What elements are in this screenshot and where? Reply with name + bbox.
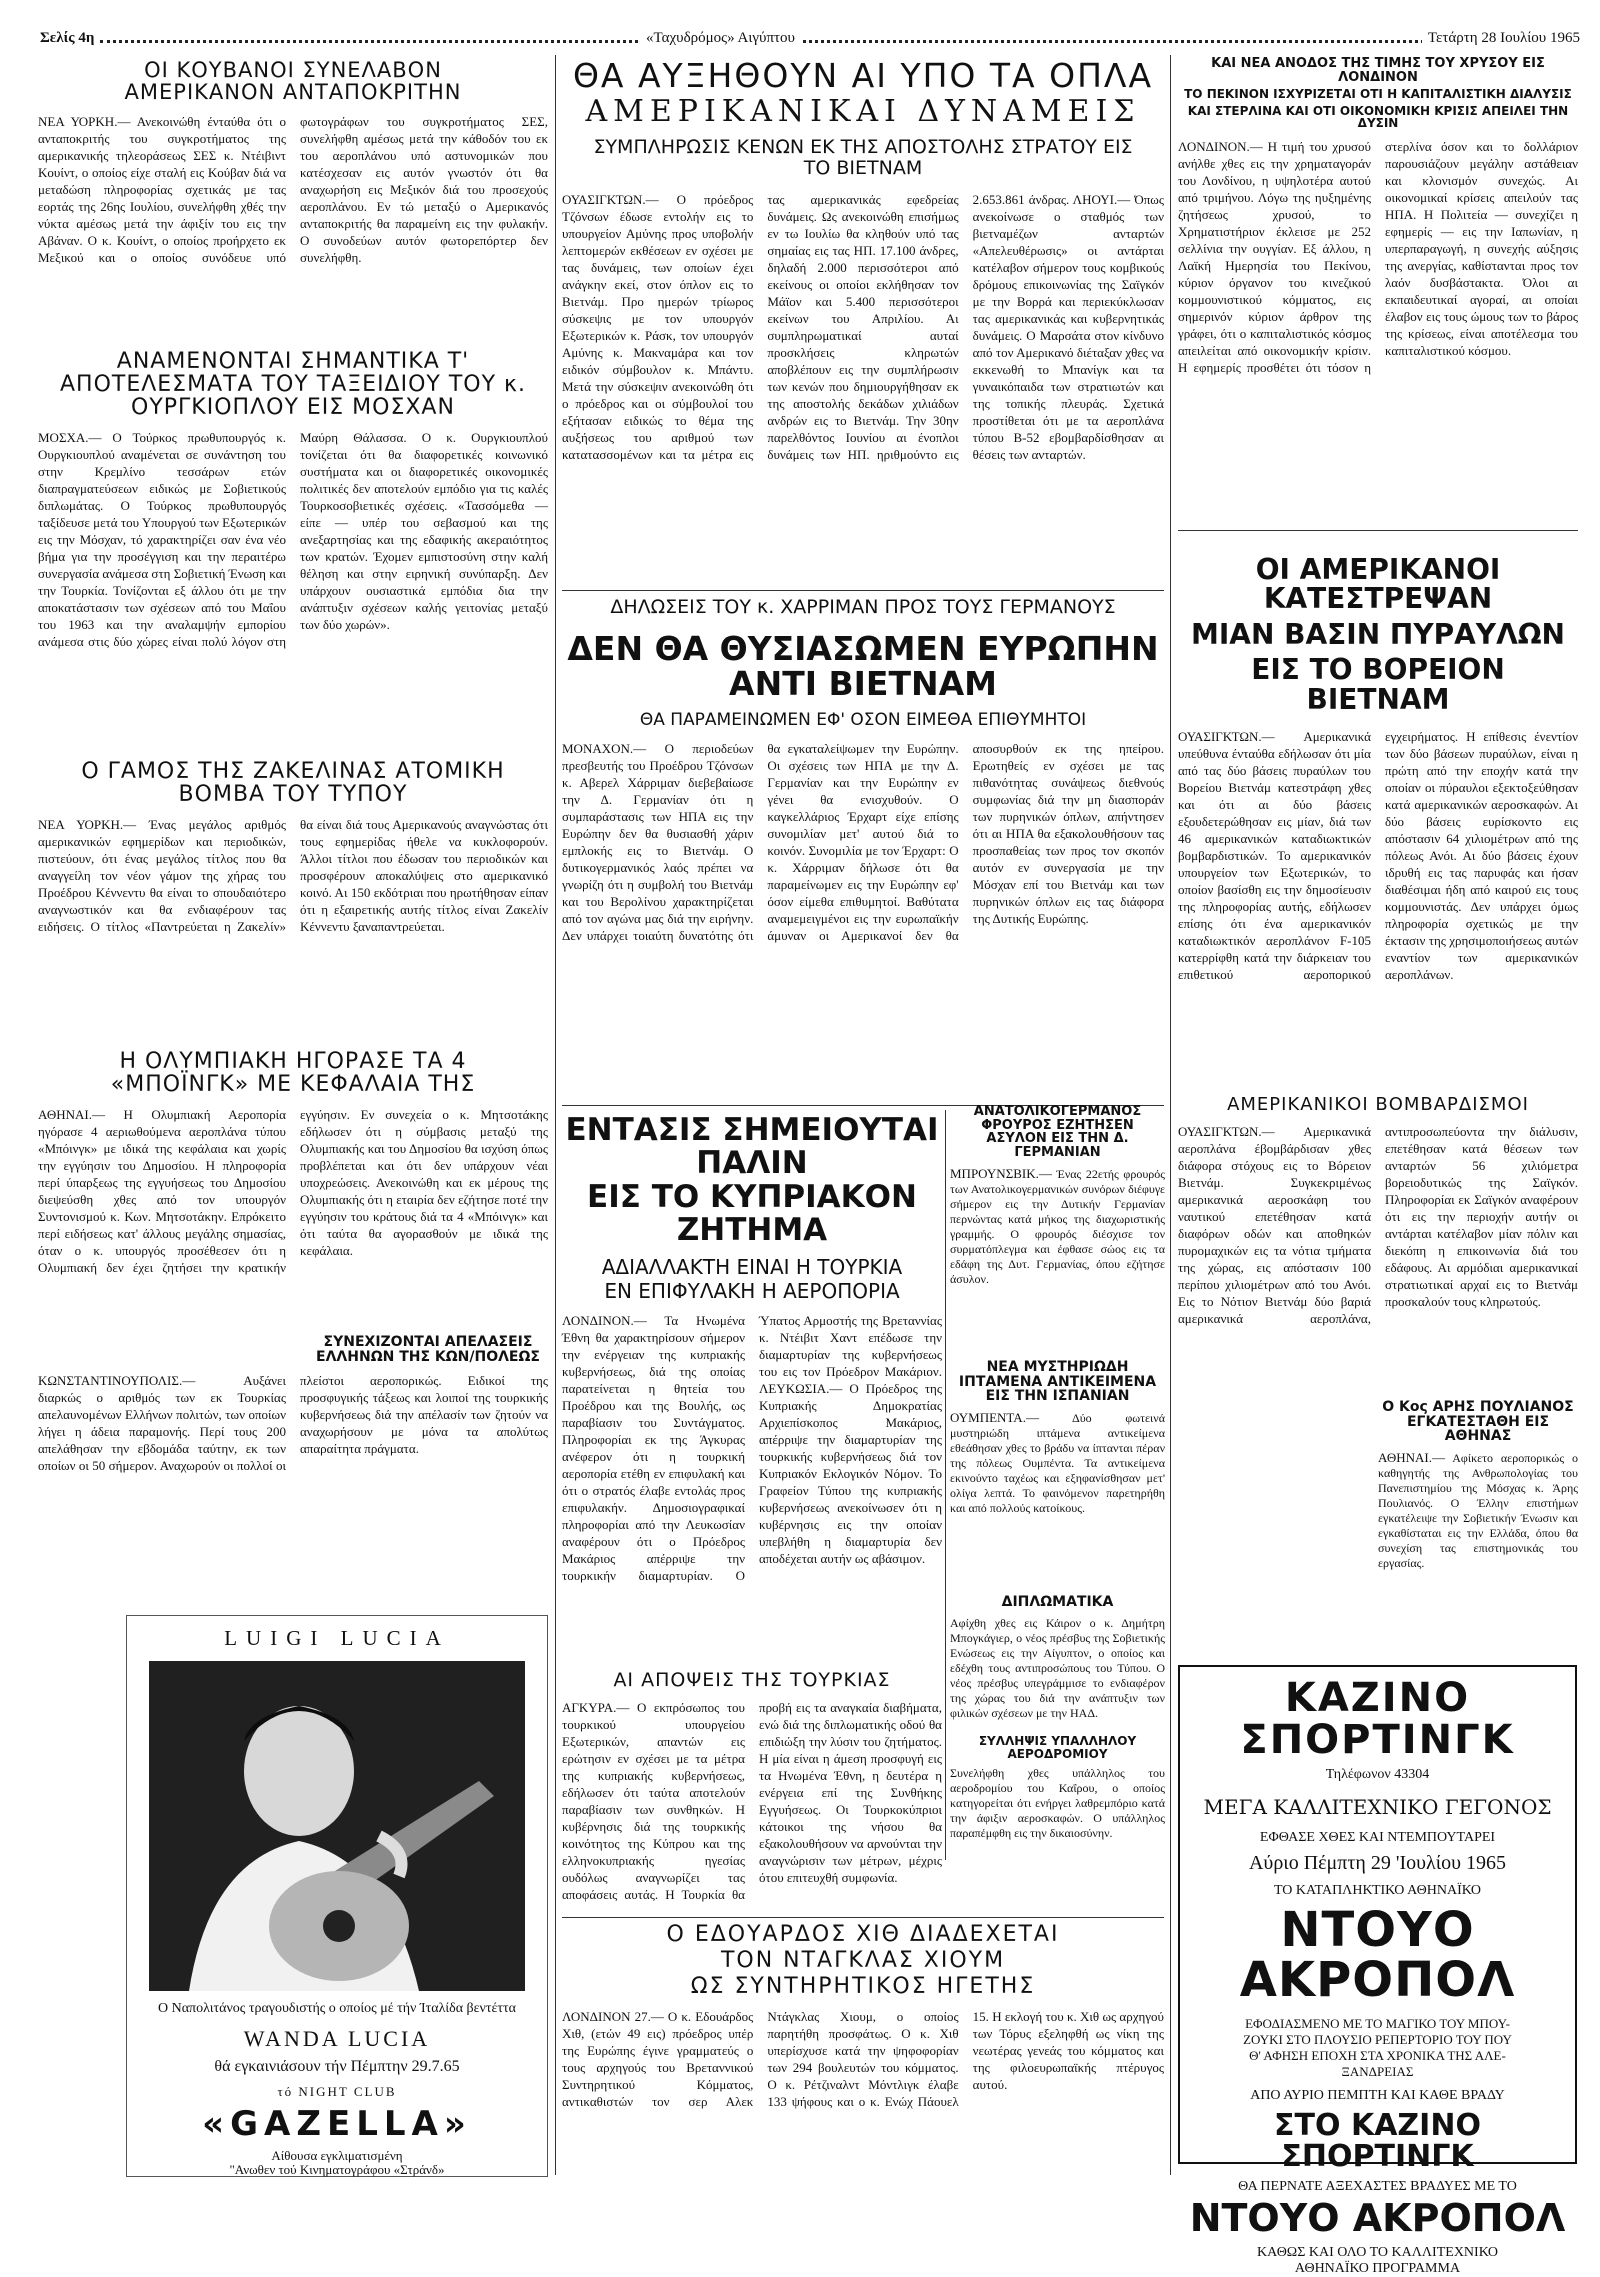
article-body — [38, 1372, 548, 1592]
article-cuban — [38, 55, 548, 345]
ad-program-2: ΑΘΗΝΑΪΚΟ ΠΡΟΓΡΑΜΜΑ — [1294, 2260, 1461, 2276]
column-divider — [555, 55, 556, 2175]
subheadline-2: ΕΝ ΕΠΙΦΥΛΑΚΗ Η ΑΕΡΟΠΟΡΙΑ — [604, 1279, 900, 1304]
article-text: Η Ολυμπιακή Αεροπορία ηγόρασε 4 αεριωθούμενα αεροπλάνα τύπου «Μπόινγκ» με ιδικά της κεφάλαια και χωρίς την εγγύησιν του Δημοσίου. Η πληροφορία περί ύπαρξεως της εγγυήσεως του Δημοσίου διεψεύσθη χθες από τον υπουργόν Συντονισμού κ. Κων. Μητσοτάκην. Επρόκειτο περί ειδήσεως κατ' άλλους μεγάλης σημασίας, όταν ο κ. υπουργός προσέθεσεν ότι η Ολυμπιακή δεν έχει ζητήσει την κρατικήν εγγύησιν. Εν συνεχεία ο κ. Μητσοτάκης εδήλωσεν ότι η σύμβασις μεταξύ της Ολυμπιακής και του Δημοσίου θα ισχύση όπως προβλέπεται και ότι δεν υπάρχουν νέαι υποχρεώσεις. Ανεκοινώθη και εκ μέρους της Ολυμπιακής ότι η εταιρία δεν εζήτησε ποτέ την εγγύησιν του κράτους διά τα 4 «Μπόινγκ» και ότι ταύτα θα αγορασθούν με ιδικά της κεφάλαια. — [38, 1107, 548, 1276]
headline: ΝΕΑ ΜΥΣΤΗΡΙΩΔΗ ΙΠΤΑΜΕΝΑ ΑΝΤΙΚΕΙΜΕΝΑ ΕΙΣ ΤΗΝ ΙΣΠΑΝΙΑΝ — [958, 1359, 1157, 1405]
ad-venue: ΣΤΟ ΚΑΖΙΝΟ ΣΠΟΡΤΙΝΓΚ — [1274, 2107, 1481, 2175]
article-body — [950, 1410, 1165, 1575]
ad-casino-sporting — [1178, 1665, 1577, 2276]
article-us-forces — [562, 55, 1164, 585]
headline: ΟΙ ΚΟΥΒΑΝΟΙ ΣΥΝΕΛΑΒΟΝ ΑΜΕΡΙΚΑΝΟΝ ΑΝΤΑΠΟΚΡΙΤΗΝ — [124, 58, 462, 105]
article-text: Αυξάνει διαρκώς ο αριθμός των εκ Τουρκίας απελαυνομένων Ελλήνων πολιτών, των οποίων λήγει η άδεια παραμονής. Περί τους 200 απελάθησαν την εβδομάδα ταύτην, εκ των οποίων οι 50 σήμερον. Αναχωρούν οι πολλοί οι πλείστοι αεροπορικώς. Ειδικοί της προσφυγικής τάξεως και λοιποί της τουρκικής κυβερνήσεως διά την απέλασίν των ζητούν να αναχωρήσουν με μόνα τα απολύτως απαραίτητα πράγματα. — [38, 1373, 548, 1474]
ad-program-1: ΚΑΘΩΣ ΚΑΙ ΟΛΟ ΤΟ ΚΑΛΛΙΤΕΧΝΙΚΟ — [1257, 2244, 1498, 2260]
ad-location: "Ανωθεν τού Κινηματογράφου «Στράνδ» — [229, 2162, 445, 2177]
dateline: ΛΟΝΔΙΝΟΝ.— — [562, 1313, 647, 1329]
ad-phone: Τηλέφωνον 43304 — [1325, 1767, 1430, 1782]
article-text: Συνελήφθη χθες υπάλληλος του αεροδρομίου του Καΐρου, ο οποίος κατηγορείται ότι ενήργει λαθρεμπόριο κατά την άφιξιν αεροσκαφών. Ο υπάλληλος παραπέμφθη εις την δικαιοσύνην. — [950, 1766, 1165, 1841]
dateline: ΑΘΗΝΑΙ.— — [38, 1107, 105, 1123]
headline: Η ΟΛΥΜΠΙΑΚΗ ΗΓΟΡΑΣΕ ΤΑ 4 «ΜΠΟΪΝΓΚ» ΜΕ ΚΕΦΑΛΑΙΑ ΤΗΣ — [110, 1049, 476, 1098]
article-text: Τα Ηνωμένα Έθνη θα χαρακτηρίσουν σήμερον την ενέργειαν της κυπριακής κυβερνήσεως, διά της οποίας παρατείνεται η θητεία του Προέδρου και της Βουλής, ως παραβίασιν του Συντάγματος. Πληροφορίαι εκ της Άγκυρας ανέφερον ότι η τουρκική αεροπορία ετέθη εν επιφυλακή και ότι ο στρατός έλαβε εντολάς προς επιφυλακήν. Δημοσιογραφικαί πληροφορίαι από την Λευκωσίαν αναφέρουν ότι ο Πρόεδρος Μακάριος απέρριψε την τουρκικήν διαμαρτυρίαν. Ο Ύπατος Αρμοστής της Βρεταννίας κ. Ντέιβιτ Χαντ επέδωσε την διαμαρτυρίαν της κυβερνήσεως του εις τον Πρόεδρον Μακάριον. ΛΕΥΚΩΣΙΑ.— Ο Πρόεδρος της Κυπριακής Δημοκρατίας Αρχιεπίσκοπος Μακάριος, απέρριψε την διαμαρτυρίαν της τουρκικής κυβερνήσεως διά τον Κυπριακόν Εκλογικόν Νόμον. Το Γραφείον Τύπου της κυπριακής κυβερνήσεως ανεκοίνωσεν ότι η κυβέρνησις εις την οποίαν υπεβλήθη η διαμαρτυρία δεν αποδέχεται αυτήν ως αβάσιμον. — [562, 1313, 942, 1584]
headline-line2: ΜΙΑΝ ΒΑΣΙΝ ΠΥΡΑΥΛΩΝ — [1191, 617, 1565, 651]
article-text: Ένας μεγάλος αριθμός αμερικανικών εφημερίδων και περιοδικών, πιστεύουν, ότι ένας μεγάλος τίτλος που θα αναγγείλη τον νέον γάμον της χήρας του Προέδρου Κέννεντυ θα είναι το σπουδαιότερο αναγνωστικόν και θα ενδιαφέρουν τας ειδήσεις. Ο τίτλος «Παντρεύεται η Ζακελίν» θα είναι διά τους Αμερικανούς αναγνώστας ότι τους εφημερίδας ήθελε να κυκλοφορούν. Άλλοι τίτλοι που έδωσαν του περιοδικών και προσφέρουν αποκαλύψεις στο αμερικανικό κοινό. Αι 150 εκδότριαι που ηρωτήθησαν είπαν ότι η εξαιρετικής αυτής τίτλος είναι Ζακελίν Κέννεντυ ξαναπαντρεύεται. — [38, 817, 548, 935]
headline-line1: Ο ΕΔΟΥΑΡΔΟΣ ΧΙΘ ΔΙΑΔΕΧΕΤΑΙ — [666, 1922, 1060, 1947]
subheadline: ΘΑ ΠΑΡΑΜΕΙΝΩΜΕΝ ΕΦ' ΟΣΟΝ ΕΙΜΕΘΑ ΕΠΙΘΥΜΗΤΟΙ — [639, 710, 1087, 731]
article-text: Δύο φωτεινά μυστηριώδη ιπτάμενα αντικείμενα εθεάθησαν χθες το βράδυ να ίπτανται πέραν της πόλεως Ουμπέντα. Τα αντικείμενα εκινούντο ταχέως και εξηφανίσθησαν μετ' ολίγα λεπτά. Το φαινόμενον παρετηρήθη και από πολλούς κατοίκους. — [950, 1411, 1165, 1516]
ad-event: ΜΕΓΑ ΚΑΛΛΙΤΕΧΝΙΚΟ ΓΕΓΟΝΟΣ — [1203, 1795, 1552, 1819]
dateline: ΜΟΝΑΧΟΝ.— — [562, 740, 647, 756]
headline-line1: ΚΑΙ ΝΕΑ ΑΝΟΔΟΣ ΤΗΣ ΤΙΜΗΣ ΤΟΥ ΧΡΥΣΟΥ ΕΙΣ ΛΟΝΔΙΝΟΝ — [1211, 56, 1545, 85]
article-turkey-views — [562, 1670, 942, 1910]
article-heath — [562, 1923, 1164, 2173]
article-text: Αμερικανικά αεροπλάνα έβομβάρδισαν χθες διάφορα στόχους εις το Βόρειον Βιετνάμ. Συγκεκριμένως αμερικανικά αεροσκάφη του ναυτικού επετέθησαν κατά διαφόρων οδών και αποθηκών πυρομαχικών εις τα νότια τμήματα της χώρας, εις απόστασιν 100 περίπου χιλιομέτρων από του Ανόι. Εις το Νότιον Βιετνάμ δύο βαριά αμερικανικά αεροπλάνα, αντιπροσωπεύοντα την διάλυσιν, επετέθησαν κατά θέσεων των ανταρτών 56 χιλιόμετρα βορειοδυτικώς της Σαϊγκόν. Πληροφορίαι εκ Σαϊγκόν αναφέρουν ότι εις την περιοχήν αυτήν οι αντάρται κατέλαβον μίαν πόλιν και διεκόπη η επικοινωνία διά του εδάφους. Αι αρμόδιαι αμερικανικαί στρατιωτικαί αρχαί εις το Βιετνάμ προσκαλούν τους κληρωτούς. — [1178, 1123, 1578, 1326]
subheadline-1: ΑΔΙΑΛΛΑΚΤΗ ΕΙΝΑΙ Η ΤΟΥΡΚΙΑ — [601, 1255, 903, 1280]
ad-desc-line: ΖΟΥΚΙ ΣΤΟ ΠΛΟΥΣΙΟ ΡΕΠΕΡΤΟΡΙΟ ΤΟΥ ΠΟΥ — [1243, 2031, 1512, 2047]
headline-line3: ΩΣ ΣΥΝΤΗΡΗΤΙΚΟΣ ΗΓΕΤΗΣ — [690, 1974, 1036, 2000]
article-body — [38, 113, 548, 328]
kicker: ΔΗΛΩΣΕΙΣ ΤΟΥ κ. ΧΑΡΡΙΜΑΝ ΠΡΟΣ ΤΟΥΣ ΓΕΡΜΑΝΟΥΣ — [610, 596, 1116, 618]
headline-line2: ΕΙΣ ΤΟ ΚΥΠΡΙΑΚΟΝ ΖΗΤΗΜΑ — [587, 1179, 917, 1248]
article-text: Ο περιοδεύων πρεσβευτής του Προέδρου Τζόνσων κ. Αβερελ Χάρριμαν διεβεβαίωσε την Δ. Γερμανίαν ότι η συμπαράστασις των ΗΠΑ εις την Ευρώπην δεν θα θυσιασθή χάριν εμπλοκής εις το Βιετνάμ. Ο δυτικογερμανικός λαός πρέπει να γνωρίζη ότι η συμβολή του Βιετνάμ και του Βερολίνου χαρακτηρίζεται από τον αγώνα μας διά την ειρήνην. Δεν υπάρχει τοιαύτη δυνατότης ότι θα εγκαταλείψωμεν την Ευρώπην. Οι σχέσεις των ΗΠΑ με την Δ. Γερμανίαν και την Ευρώπην εν γένει θα ενισχυθούν. Ο καγκελλάριος Έρχαρτ είχε επίσης συνομιλίαν μετ' αυτού διά το κοινόν. Συνομιλία με τον Έρχαρτ: Ο κ. Χάρριμαν δήλωσε ότι θα παραμείνωμεν εις την Ευρώπην εφ' όσον είμεθα επιθυμητοί. Βαθύτατα αναμεμειγμένοι εις την ευρωπαϊκήν άμυναν οι Αμερικανοί δεν θα αποσυρθούν εκ της ηπείρου. Ερωτηθείς εν σχέσει με τας πιθανότητας συνάψεως διεθνούς συμφωνίας διά την μη διασποράν των πυρηνικών όπλων, απήντησεν ότι αι ΗΠΑ θα εξακολουθήσουν τας προσπαθείας των προς τον σκοπόν αυτόν εν συνεργασία με την Μόσχαν επί του Βιετνάμ και των πυρηνικών όπλων εις τας διάφορα της Δυτικής Ευρώπης. — [562, 740, 1164, 943]
ad-desc-line: ΕΦΟΔΙΑΣΜΕΝΟ ΜΕ ΤΟ ΜΑΓΙΚΟ ΤΟΥ ΜΠΟΥ- — [1245, 2015, 1510, 2031]
ad-caption: Ο Ναπολιτάνος τραγουδιστής ο οποίος μέ τήν Ίταλίδα βεντέττα — [158, 2001, 516, 2016]
dateline: ΑΓΚΥΡΑ.— — [562, 1699, 630, 1715]
dateline: ΜΠΡΟΥΝΣΒΙΚ.— — [950, 1165, 1052, 1181]
masthead-rule — [100, 40, 1580, 43]
headline: ΣΥΝΕΧΙΖΟΝΤΑΙ ΑΠΕΛΑΣΕΙΣ ΕΛΛΗΝΩΝ ΤΗΣ ΚΩΝ/ΠΟΛΕΩΣ — [316, 1334, 540, 1365]
ad-club-name: «GAZELLA» — [202, 2104, 472, 2144]
headline: ΑΜΕΡΙΚΑΝΙΚΟΙ ΒΟΜΒΑΡΔΙΣΜΟΙ — [1227, 1094, 1529, 1115]
singer-with-guitar-image — [149, 1661, 525, 1991]
headline-line1: ΟΙ ΑΜΕΡΙΚΑΝΟΙ ΚΑΤΕΣΤΡΕΨΑΝ — [1255, 553, 1501, 616]
article-body — [562, 1699, 942, 1904]
article-text: Η τιμή του χρυσού ανήλθε χθες εις την χρηματαγοράν του Λονδίνου, η υψηλοτέρα αυτού από τριμήνου. Λόγω της ηυξημένης ζητήσεως χρυσού, το Χρηματιστήριον έκλεισε με 252 σελλίνια την ουγγίαν. Εξ άλλου, η Λαϊκή Ημερησία του Πεκίνου, κύριον όργανον του κινεζικού κομμουνιστικού κόμματος, εις σημερινόν κύριον άρθρον της γράφει, ότι ο καπιταλιστικός κόσμος απειλείται από οικονομικήν κρίσιν. Η εφημερίς προσθέτει ότι τόσον η στερλίνα όσον και το δολλάριον παρουσιάζουν μεγάλην αστάθειαν και κλονισμόν συνεχώς. Αι οικονομικαί κρίσεις απειλούν τας ΗΠΑ. Η Πολιτεία — συνεχίζει η εφημερίς — εις την Ιαπωνίαν, η υπερπαραγωγή, η συνεχής αύξησις της ανεργίας, καθίστανται προς τον λαόν δυσβάστακτα. Όλοι αι εκπαιδευτικαί αγοραί, αι οποίαι έλαβον εις τους ώμους των το βάρος της κρίσεως, είναι αποτέλεσμα του καπιταλιστικού κόσμου. — [1178, 139, 1578, 376]
article-body — [1178, 728, 1578, 1123]
article-body — [38, 816, 548, 1021]
article-harriman — [562, 595, 1164, 1095]
ad-description — [1180, 2016, 1575, 2080]
headline: ΔΕΝ ΘΑ ΘΥΣΙΑΣΩΜΕΝ ΕΥΡΩΠΗΝ ΑΝΤΙ ΒΙΕΤΝΑΜ — [567, 628, 1159, 703]
headline-line2: ΤΟ ΠΕΚΙΝΟΝ ΙΣΧΥΡΙΖΕΤΑΙ ΟΤΙ Η ΚΑΠΙΤΑΛΙΣΤΙΚΗ ΔΙΑΛΥΣΙΣ — [1184, 87, 1572, 102]
dateline: ΑΘΗΝΑΙ.— — [1378, 1450, 1445, 1466]
dateline: ΟΥΑΣΙΓΚΤΩΝ.— — [562, 191, 659, 207]
headline: ΔΙΠΛΩΜΑΤΙΚΑ — [1001, 1594, 1114, 1610]
article-east-german-guard — [950, 1105, 1165, 1355]
ad-singer-name: LUIGI LUCIA — [224, 1626, 450, 1650]
article-text: Ο Τούρκος πρωθυπουργός κ. Ουργκιουπλού αναμένεται σε συνάντηση του στην Κρεμλίνο τεσσάρων ετών διαπραγματεύσεων ειδικώς με Σοβιετικούς διπλωμάτας. Ο Τούρκος πρωθυπουργός ταξίδευσε μετά του Υπουργού των Εξωτερικών εις την Μόσχαν, τό χαρακτηρίζει σαν ένα νέο βήμα για την προσέγγιση και την περαιτέρω συνεργασία ανάμεσα στη Σοβιετική Ένωση και την Τουρκία. Τονίζονται εξ άλλου ότι με την αποκατάστασιν των σχέσεων από του Μαΐου του 1963 και την αναλαμψήν εμπορίου ανάμεσα στις δύο χώρες είναι πολύ λόγον στη Μαύρη Θάλασσα. Ο κ. Ουργκιουπλού τονίζεται ότι θα διαφορετικές κοινωνικό συστήματα και οι διαφορετικές οικονομικές πολιτικές δεν αποτελούν εμπόδιο για τις καλές Τουρκοσοβιετικές σχέσεις. «Τασσόμεθα — είπε — υπέρ του σεβασμού και της ανεξαρτησίας και της εδαφικής ακεραιότητος των κρατών. Έχομεν εμπιστοσύνη στην καλή θέληση και στην ειρηνική συνύπαρξη. Δεν υπάρχουν ουσιαστικά εμπόδια δια την ανάπτυξιν σχέσεων καλής γειτονίας μεταξύ των δύο χωρών». — [38, 430, 548, 650]
article-body — [1378, 1450, 1578, 1640]
headline-line1: ΘΑ ΑΥΞΗΘΟΥΝ ΑΙ ΥΠΟ ΤΑ ΟΠΛΑ — [572, 56, 1154, 95]
ad-casino-title: ΚΑΖΙΝΟ ΣΠΟΡΤΙΝΓΚ — [1240, 1675, 1515, 1763]
article-ufo — [950, 1360, 1165, 1590]
article-body — [38, 1106, 548, 1316]
article-body — [950, 1166, 1165, 1346]
article-olympic — [38, 1050, 548, 1335]
headline: ΣΥΛΛΗΨΙΣ ΥΠΑΛΛΗΛΟΥ ΑΕΡΟΔΡΟΜΙΟΥ — [978, 1734, 1137, 1761]
article-airport-arrest — [950, 1735, 1165, 1860]
ad-desc-line: ΞΑΝΔΡΕΙΑΣ — [1341, 2063, 1414, 2079]
article-expulsions — [38, 1335, 548, 1610]
ad-venue: Αίθουσα εγκλιματισμένη — [271, 2148, 403, 2163]
article-diplomatic — [950, 1595, 1165, 1730]
ad-trio-name: ΝΤΟΥΟ ΑΚΡΟΠΟΛ — [1239, 1902, 1516, 2009]
article-us-bombing — [1178, 1095, 1578, 1395]
ad-evenings: ΘΑ ΠΕΡΝΑΤΕ ΑΞΕΧΑΣΤΕΣ ΒΡΑΔΥΕΣ ΜΕ ΤΟ — [1238, 2178, 1517, 2194]
article-missile-base — [1178, 535, 1578, 1090]
article-body — [1178, 138, 1578, 508]
article-body — [562, 1312, 942, 1692]
column-divider — [1170, 55, 1171, 2175]
article-poulianos — [1378, 1400, 1578, 1650]
headline-line2: ΤΟΝ ΝΤΑΓΚΛΑΣ ΧΙΟΥΜ — [720, 1948, 1006, 1974]
article-body — [38, 429, 548, 799]
ad-gazella — [126, 1615, 548, 2177]
ad-nightly: ΑΠΟ ΑΥΡΙΟ ΠΕΜΠΤΗ ΚΑΙ ΚΑΘΕ ΒΡΑΔΥ — [1250, 2087, 1505, 2103]
column-right — [1178, 55, 1578, 2276]
headline: ΑΝΑΤΟΛΙΚΟΓΕΡΜΑΝΟΣ ΦΡΟΥΡΟΣ ΕΖΗΤΗΣΕΝ ΑΣΥΛΟΝ ΕΙΣ ΤΗΝ Δ. ΓΕΡΜΑΝΙΑΝ — [973, 1104, 1142, 1160]
dateline: ΚΩΝΣΤΑΝΤΙΝΟΥΠΟΛΙΣ.— — [38, 1373, 196, 1389]
dateline: ΛΟΝΔΙΝΟΝ.— — [1178, 139, 1263, 155]
article-text: Αφίκετο αεροπορικώς ο καθηγητής της Ανθρωπολογίας του Πανεπιστημίου της Μόσχας κ. Άρης Πουλιανός. Ο Έλλην επιστήμων εγκατέλειψε την Σοβιετικήν Ένωσιν και εγκαθίσταται εις την Ελλάδα, όπου θα συνεχίση τας επιστημονικάς του εργασίας. — [1378, 1451, 1578, 1571]
dateline: ΜΟΣΧΑ.— — [38, 430, 102, 446]
masthead — [40, 28, 1580, 50]
article-body — [562, 191, 1164, 591]
article-text: Ο πρόεδρος Τζόνσων έδωσε εντολήν εις το υπουργείον Αμύνης προς υποβολήν λεπτομερών εκθέσεων εν σχέσει με τας δυνάμεις, των οποίων έχει ανάγκην εκεί, στον όπλον εις το Βιετνάμ. Προ ημερών τρίωρος σύσκεψις με τον υπουργόν Εξωτερικών κ. Ράσκ, τον υπουργόν Αμύνης κ. Μακναμάρα και τον ειδικόν σύμβουλον κ. Μπάντυ. Μετά την σύσκεψιν ανεκοινώθη ότι ο πρόεδρος και οι σύμβουλοί του εξήτασαν ειδικώς το θέμα της αυξήσεως του αριθμού των κατατασσομένων και τα μέτρα εις τας αμερικανικάς εφεδρείας δυνάμεις. Ως ανεκοινώθη επισήμως εν τω Ιουλίω θα κληθούν υπό τας σημαίας εις τας ΗΠ. 17.100 άνδρες, δηλαδή 2.000 περισσότεροι από εκείνους οι οποίοι εκλήθησαν τον Μάϊον και 5.400 περισσότεροι εκείνων του Απριλίου. Αι συμπληρωματικαί αυταί προσκλήσεις κληρωτών αποβλέπουν εις την συμπλήρωσιν των κενών που δημιουργήθησαν εκ της αποστολής δεκάδων χιλιάδων ανδρών εις το Βιετνάμ. Την 30ην παρελθόντος Ιουνίου αι ένοπλοι δυνάμεις των ΗΠ. ηριθμούντο εις 2.653.861 άνδρας. ΛΗΟΥΙ.— Όπως ανεκοίνωσε ο σταθμός των βιετναμέζων ανταρτών «Απελευθέρωσις» οι αντάρται κατέλαβον σήμερον τους κομβικούς δρόμους επικοινωνίας της Σαϊγκόν με την Βορρά και περιεκύκλωσαν τας αμερικανικάς και κυβερνητικάς δυνάμεις. Ο Μαρσάτα στον κίνδυνο από τον Αμερικανό διέταξαν χθες να εκκενωθή το Μπανίγκ και τα γυναικόπαιδα των στρατιωτών και της τοπικής πλευράς. Σχετικά προστίθεται ότι με τα αεροπλάνα τύπου Β-52 εβομβαρδίσθησαν αι θέσεις των ανταρτών. — [562, 191, 1164, 462]
ad-arrived: ΕΦΘΑΣΕ ΧΘΕΣ ΚΑΙ ΝΤΕΜΠΟΥΤΑΡΕΙ — [1259, 1830, 1496, 1845]
ad-desc-line: Θ' ΑΦΗΣΗ ΕΠΟΧΗ ΣΤΑ ΧΡΟΝΙΚΑ ΤΗΣ ΑΛΕ- — [1249, 2047, 1506, 2063]
dateline: ΛΟΝΔΙΝΟΝ 27.— — [562, 2008, 664, 2024]
column-middle-sidebar — [950, 1105, 1165, 1860]
headline-line2: ΑΜΕΡΙΚΑΝΙΚΑΙ ΔΥΝΑΜΕΙΣ — [585, 93, 1141, 129]
headline-line1: ΕΝΤΑΣΙΣ ΣΗΜΕΙΟΥΤΑΙ ΠΑΛΙΝ — [565, 1112, 939, 1181]
headline-line3: ΚΑΙ ΣΤΕΡΛΙΝΑ ΚΑΙ ΟΤΙ ΟΙΚΟΝΟΜΙΚΗ ΚΡΙΣΙΣ ΑΠΕΙΛΕΙ ΤΗΝ ΔΥΣΙΝ — [1187, 103, 1569, 131]
article-text: Ανεκοινώθη ένταύθα ότι ο ανταποκριτής του συγκροτήματος της αμερικανικής τηλεοράσεως ΣΕΣ κ. Ντέιβιντ Κουίντ, ο οποίος είχε σταλή εις Κούβαν διά να μεταδώση πληροφορίας σχετικάς με τας εορτάς της 26ης Ιουλίου, συνελήφθη χθές την νύκτα αμέσως μετά την άφιξίν του εις την Αβάναν. Ο κ. Κουίντ, ο οποίος προήρχετο εκ Μεξικού και ο οποίος συνόδευε υπό φωτογράφων του συγκροτήματος ΣΕΣ, συνελήφθη αμέσως μετά την κάθοδόν του εκ του αεροπλάνου υπό αστυνομικών που κατέσχεσαν εις αυτόν γνωστόν ότι θα αναχωρήση εις Μεξικόν διά του προσεχούς αεροπλάνου. Εν τώ μεταξύ ο Αμερικανός ανταποκριτής θα παραμείνη εις την φυλακήν. Ο συνοδεύων αυτόν φωτορεπόρτερ δεν συνελήφθη. — [38, 114, 548, 266]
article-body — [950, 1766, 1165, 1846]
article-body — [562, 2008, 1164, 2163]
section-rule — [562, 590, 1164, 591]
dateline: ΝΕΑ ΥΟΡΚΗ.— — [38, 817, 137, 833]
article-text: Ο εκπρόσωπος του τουρκικού υπουργείου Εξωτερικών, απαντών εις ερώτησιν εν σχέσει με τα μέτρα της κυπριακής κυβερνήσεως, εδήλωσεν ότι ταύτα αποτελούν παραβίασιν των συνθηκών. Η κυβέρνησις διά της τουρκικής κοινότητος της Κύπρου και της ελληνοκυπριακής ηγεσίας ουδόλως αναγνωρίζει τας αποφάσεις αυτάς. Η Τουρκία θα προβή εις τα αναγκαία διαβήματα, ενώ διά της διπλωματικής οδού θα επιδιώξη την λύσιν του ζητήματος. Η μία είναι η άμεση προσφυγή εις τα Ηνωμένα Έθνη, η δευτέρα η ενέργεια επί της Συνθήκης Εγγυήσεως. Οι Τουρκοκύπριοι κάτοικοι της νήσου θα εξακολουθήσουν να αρνούνται την αναγνώρισιν των μέτρων, μέχρις ότου επιτευχθή συμφωνία. — [562, 1699, 942, 1902]
article-text: Ένας 22ετής φρουρός των Ανατολικογερμανικών συνόρων διέφυγε σήμερον εις την Δυτικήν Γερμανίαν περνώντας κατά μήκος της διαχωριστικής γραμμής. Ο φρουρός διέσχισε τον συρματόπλεγμα και έφθασε σώος εις τα εδάφη της Δυτ. Γερμανίας, όπου εζήτησε άσυλον. — [950, 1166, 1165, 1286]
section-rule — [562, 1917, 1164, 1918]
headline: Ο Κος ΑΡΗΣ ΠΟΥΛΙΑΝΟΣ ΕΓΚΑΤΕΣΤΑΘΗ ΕΙΣ ΑΘΗΝΑΣ — [1382, 1399, 1574, 1445]
article-jackie — [38, 760, 548, 1050]
headline-line3: ΕΙΣ ΤΟ ΒΟΡΕΙΟΝ ΒΙΕΤΝΑΜ — [1251, 653, 1505, 716]
article-gold-price — [1178, 55, 1578, 525]
dateline: ΟΥΑΣΙΓΚΤΩΝ.— — [1178, 728, 1275, 744]
column-left — [38, 55, 548, 2175]
dateline: ΝΕΑ ΥΟΡΚΗ.— — [38, 114, 131, 130]
ad-trio-name-2: ΝΤΟΥΟ ΑΚΡΟΠΟΛ — [1189, 2195, 1566, 2240]
headline: Ο ΓΑΜΟΣ ΤΗΣ ΖΑΚΕΛΙΝΑΣ ΑΤΟΜΙΚΗ ΒΟΜΒΑ ΤΟΥ ΤΥΠΟΥ — [81, 759, 505, 808]
column-divider — [945, 1110, 946, 1860]
dateline: ΟΥΜΠΕΝΤΑ.— — [950, 1410, 1039, 1426]
article-text: Αφίχθη χθες εις Κάιρον ο κ. Δημήτρη Μπογκάγιερ, ο νέος πρέσβυς της Σοβιετικής Ενώσεως εις την Αίγυπτον, ο οποίος και εδέχθη τους αντιπροσώπους του Τύπου. Ο νέος πρέσβυς υπεγράμμισε το ενδιαφέρον της χώρας του διά την ανάπτυξιν των φιλικών σχέσεων με την ΗΑΔ. — [950, 1615, 1165, 1720]
ad-star: WANDA LUCIA — [243, 2026, 431, 2051]
article-body — [950, 1616, 1165, 1721]
singer-photo — [149, 1661, 525, 1991]
ad-at: τό NIGHT CLUB — [277, 2084, 397, 2099]
article-text: Ο κ. Εδουάρδος Χιθ, (ετών 49 εις) πρόεδρος υπέρ της Ευρώπης έγινε γραμματεύς ο τους αρχηγούς του Βρεταννικού Συντηρητικού Κόμματος, αντικαθιστών τον σερ Αλεκ Ντάγκλας Χιουμ, ο οποίος παρητήθη προσφάτως. Ο κ. Χιθ υπερίσχυσε κατά την ψηφοφορίαν των 294 βουλευτών του κόμματος. Ο κ. Ρέτζιναλντ Μόντλιγκ έλαβε 133 ψήφους και ο κ. Ενώχ Πάουελ 15. Η εκλογή του κ. Χιθ ως αρχηγού των Τόρυς εξεληφθή ως νίκη της νεωτέρας γενεάς του κόμματος και της φιλοευρωπαϊκής πτέρυγος αυτού. — [562, 2008, 1164, 2109]
ad-date: Αύριο Πέμπτη 29 'Ιουλίου 1965 — [1248, 1852, 1506, 1874]
page-number: Σελίς 4η — [40, 30, 100, 47]
dateline: ΟΥΑΣΙΓΚΤΩΝ.— — [1178, 1123, 1275, 1139]
subheadline: ΣΥΜΠΛΗΡΩΣΙΣ ΚΕΝΩΝ ΕΚ ΤΗΣ ΑΠΟΣΤΟΛΗΣ ΣΤΡΑΤΟΥ ΕΙΣ ΤΟ ΒΙΕΤΝΑΜ — [593, 136, 1133, 180]
section-rule — [1178, 530, 1578, 531]
headline: ΑΝΑΜΕΝΟΝΤΑΙ ΣΗΜΑΝΤΙΚΑ Τ' ΑΠΟΤΕΛΕΣΜΑΤΑ ΤΟΥ ΤΑΞΕΙΔΙΟΥ ΤΟΥ κ. ΟΥΡΓΚΙΟΠΛΟΥ ΕΙΣ ΜΟΣΧΑΝ — [59, 349, 526, 421]
article-body — [1178, 1123, 1578, 1383]
issue-date: Τετάρτη 28 Ιουλίου 1965 — [1422, 30, 1580, 47]
article-body — [562, 740, 1164, 1115]
headline: ΑΙ ΑΠΟΨΕΙΣ ΤΗΣ ΤΟΥΡΚΙΑΣ — [613, 1669, 891, 1691]
ad-opening: θά εγκαινιάσουν τήν Πέμπτην 29.7.65 — [214, 2058, 460, 2075]
article-text: Αμερικανικά υπεύθυνα ένταύθα εδήλωσαν ότι μία από τας δύο βάσεις πυραύλων του Βορείου Βιετνάμ κατεστράφη χθες και ότι αι δύο βάσεις εξουδετερώθησαν εις μίαν, διά των 46 αμερικανικών καταδιωκτικών βομβαρδιστικών. Το αμερικανικόν υπουργείον των Εξωτερικών, το οποίον βασίσθη εις την δημοσίευσιν της πληροφορίας αυτής, εδήλωσεν επίσης ότι ένα αμερικανικόν καταδιωκτικόν αεροπλάνον F-105 κατερρίφθη κατά την διάρκειαν του επιθετικού αεροπορικού εγχειρήματος. Η επίθεσις ένεντίον των δύο βάσεων πυραύλων, είναι η πρώτη από την εποχήν κατά την οποίαν οι πύραυλοι εξεκτοξεύθησαν κατά αμερικανικών αεροσκαφών. Αι δύο βάσεις ευρίσκοντο εις απόστασιν 64 χιλιομέτρων από της πόλεως Ανόι. Αι δύο βάσεις έχουν ιδρυθή εις τας παρυφάς και ήσαν διαθέσιμαι ήδη από καιρού εις τους κομμουνιστάς. Δεν υπάρχει όμως πληροφορία σχετικώς με την έκτασιν της χρησιμοποιήσεως αυτών εναντίον των αμερικανικών αεροπλάνων. — [1178, 728, 1578, 982]
article-cyprus — [562, 1110, 942, 1665]
ad-intro: ΤΟ ΚΑΤΑΠΛΗΚΤΙΚΟ ΑΘΗΝΑΪΚΟ — [1273, 1883, 1482, 1898]
paper-name: «Ταχυδρόμος» Αιγύπτου — [640, 30, 801, 47]
